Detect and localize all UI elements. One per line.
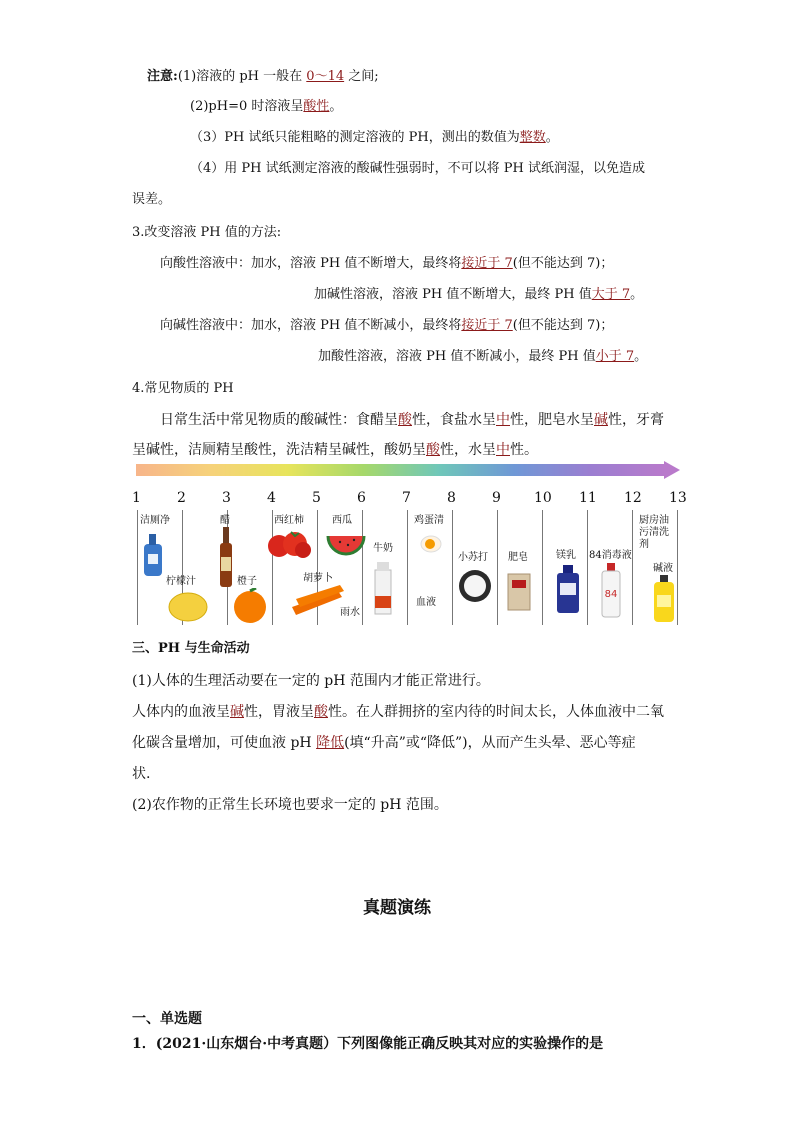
ph-arrow-head	[664, 461, 680, 479]
life-section-title: 三、PH 与生命活动	[132, 641, 250, 656]
soap-box-icon	[506, 570, 532, 612]
label-chufangyou: 厨房油污清洗剂	[639, 515, 669, 550]
life-line-2: 人体内的血液呈碱性，胃液呈酸性。在人群拥挤的室内待的时间太长，人体血液中二氧	[132, 704, 664, 720]
ph-number: 7	[402, 490, 411, 506]
ph-number: 10	[534, 490, 552, 506]
section4-para-2: 呈碱性，洁厕精呈酸性，洗洁精呈碱性，酸奶呈酸性，水呈中性。	[132, 442, 538, 458]
ph-divider	[137, 510, 138, 625]
ph-divider	[587, 510, 588, 625]
note-1: 注意:(1)溶液的 pH 一般在 0～14 之间;	[147, 69, 379, 84]
label-xueye: 血液	[416, 597, 436, 608]
note-4: （4）用 PH 试纸测定溶液的酸碱性强弱时，不可以将 PH 试纸润湿，以免造成	[190, 161, 645, 176]
ph-number: 1	[132, 490, 141, 506]
ph-gradient-bar	[136, 464, 666, 476]
note-3: （3）PH 试纸只能粗略的测定溶液的 PH，测出的数值为整数。	[190, 130, 559, 145]
section3-title: 3.改变溶液 PH 值的方法:	[132, 225, 282, 240]
label-ningmengzhi: 柠檬汁	[166, 576, 196, 587]
label-chengzi: 橙子	[237, 576, 257, 587]
life-line-4: 状.	[132, 766, 151, 782]
ph-divider	[362, 510, 363, 625]
answer-text: 大于 7	[591, 287, 631, 302]
answer-text: 整数	[519, 130, 546, 145]
answer-text: 0～14	[306, 69, 345, 84]
ph-number: 13	[669, 490, 687, 506]
answer-text: 接近于 7	[461, 318, 513, 333]
life-line-3: 化碳含量增加，可使血液 pH 降低(填“升高”或“降低”)，从而产生头晕、恶心等症	[132, 735, 636, 751]
toilet-cleaner-bottle-icon	[140, 530, 166, 578]
ph-number: 5	[312, 490, 321, 506]
milk-carton-icon	[372, 560, 394, 616]
ph-number: 11	[579, 490, 597, 506]
ph-divider	[452, 510, 453, 625]
section4-para-1: 日常生活中常见物质的酸碱性：食醋呈酸性，食盐水呈中性，肥皂水呈碱性，牙膏	[160, 412, 664, 428]
label-jiecejing: 洁厕净	[140, 515, 170, 526]
ph-number: 3	[222, 490, 231, 506]
disinfectant-bottle-icon	[600, 563, 622, 619]
vinegar-bottle-icon	[218, 527, 234, 589]
label-xigua: 西瓜	[332, 515, 352, 526]
lye-bottle-icon	[652, 575, 676, 623]
label-jidanqing: 鸡蛋清	[414, 515, 444, 526]
label-yushui: 雨水	[340, 607, 360, 618]
ph-number: 9	[492, 490, 501, 506]
note-title: 注意:	[147, 69, 178, 84]
ph-number: 4	[267, 490, 276, 506]
label-xihongshi: 西红柿	[274, 515, 304, 526]
svg-text:84: 84	[604, 589, 618, 600]
label-niunai: 牛奶	[373, 543, 393, 554]
section4-title: 4.常见物质的 PH	[132, 381, 234, 396]
egg-yolk-icon	[420, 534, 442, 554]
lemon-icon	[167, 590, 209, 624]
milk-of-magnesia-bottle-icon	[555, 565, 581, 615]
exercise-heading: 真题演练	[363, 898, 431, 918]
label-xiaosuda: 小苏打	[458, 552, 488, 563]
note-2: (2)pH=0 时溶液呈酸性。	[190, 99, 343, 114]
answer-text: 接近于 7	[461, 256, 513, 271]
exercise-subheading: 一、单选题	[132, 1011, 202, 1027]
ph-number: 12	[624, 490, 642, 506]
section3-line-3: 向碱性溶液中：加水，溶液 PH 值不断减小，最终将接近于 7(但不能达到 7)；	[160, 318, 614, 333]
ph-divider	[497, 510, 498, 625]
ph-divider	[632, 510, 633, 625]
question-1: 1．(2021·山东烟台·中考真题）下列图像能正确反映其对应的实验操作的是	[132, 1036, 604, 1052]
tomato-icon	[267, 528, 311, 560]
ph-number: 6	[357, 490, 366, 506]
life-line-5: (2)农作物的正常生长环境也要求一定的 pH 范围。	[132, 797, 448, 813]
ph-divider	[542, 510, 543, 625]
baking-soda-bowl-icon	[457, 568, 493, 604]
carrot-icon	[290, 585, 346, 617]
label-cu: 醋	[220, 515, 230, 526]
ph-divider	[677, 510, 678, 625]
ph-divider	[407, 510, 408, 625]
watermelon-icon	[326, 530, 366, 558]
label-meiru: 镁乳	[556, 550, 576, 561]
section3-line-2: 加碱性溶液，溶液 PH 值不断增大，最终 PH 值大于 7。	[314, 287, 644, 302]
life-line-1: (1)人体的生理活动要在一定的 pH 范围内才能正常进行。	[132, 673, 490, 689]
label-jianye: 碱液	[653, 563, 673, 574]
label-feizao: 肥皂	[508, 552, 528, 563]
note-4-cont: 误差。	[132, 192, 172, 207]
ph-number: 8	[447, 490, 456, 506]
section3-line-4: 加酸性溶液，溶液 PH 值不断减小，最终 PH 值小于 7。	[318, 349, 648, 364]
orange-icon	[230, 588, 270, 624]
answer-text: 小于 7	[595, 349, 635, 364]
ph-number: 2	[177, 490, 186, 506]
label-xiaoduye: 84消毒液	[589, 550, 632, 561]
section3-line-1: 向酸性溶液中：加水，溶液 PH 值不断增大，最终将接近于 7(但不能达到 7)；	[160, 256, 614, 271]
answer-text: 酸性	[303, 99, 330, 114]
label-huluobo: 胡萝卜	[303, 573, 333, 584]
